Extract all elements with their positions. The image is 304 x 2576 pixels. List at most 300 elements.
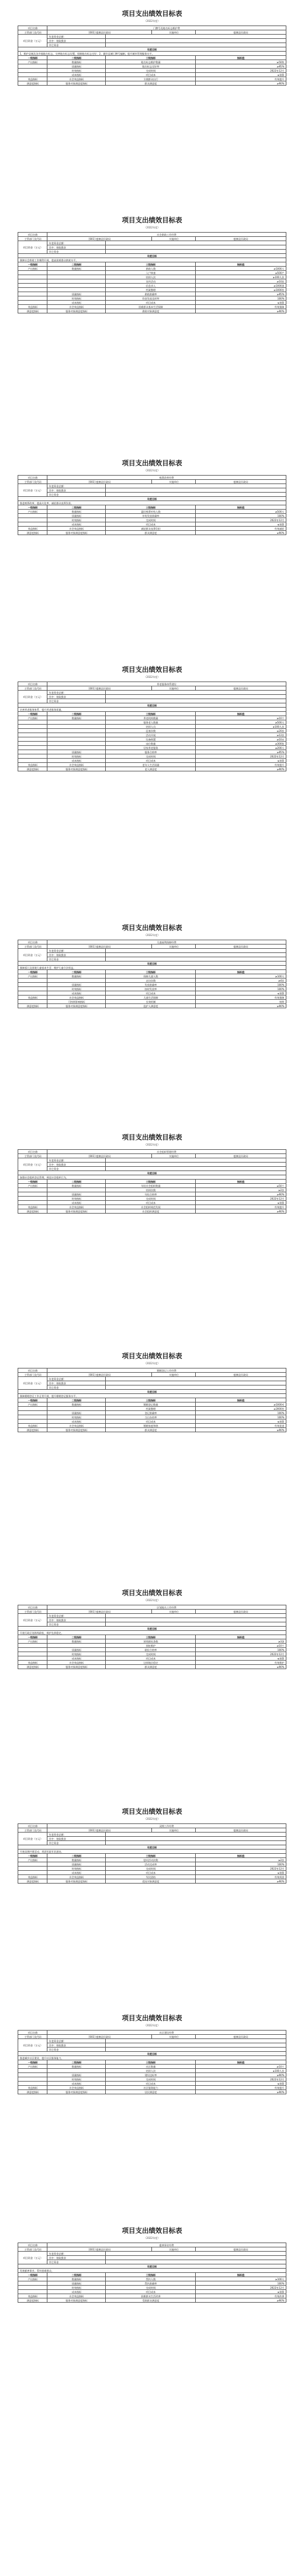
dept-value: [001] 鹿寨县民政局 [47, 1154, 152, 1158]
indicator-l2: 服务对象满意度指标 [47, 309, 106, 313]
dept-label: 主管部门及代码 [18, 1373, 47, 1377]
indicator-value: 有效保障 [196, 305, 286, 309]
indicator-l2: 服务对象满意度指标 [47, 767, 106, 771]
indicator-value: ≥100人 [196, 2277, 286, 2281]
indicator-row [18, 1424, 286, 1428]
impl-unit-label: 实施单位 [152, 1610, 196, 1614]
impl-unit-label: 实施单位 [152, 1154, 196, 1158]
indicator-value: ≥500户 [196, 271, 286, 275]
funds-item-value [106, 2256, 286, 2260]
dept-value: [001] 鹿寨县民政局 [47, 945, 152, 949]
year-goal-label: 年度目标 [18, 2264, 286, 2269]
indicator-l1: 产出指标 [18, 1639, 47, 1644]
indicator-value: 100% [196, 1648, 286, 1652]
indicator-row [18, 1428, 286, 1432]
row-funds [18, 488, 286, 493]
funds-item-label: 其中：财政拨款 [47, 953, 106, 957]
indicator-l1: 效益指标 [18, 996, 47, 1000]
indicator-row [18, 267, 286, 271]
indicator-l1 [18, 1867, 47, 1871]
year-goal-text: 保障婚姻登记工作正常开展，提升婚姻登记服务水平。 [18, 1394, 286, 1398]
indicator-value: ≥10个 [196, 716, 286, 720]
funds-item-value [106, 241, 286, 245]
row-funds [18, 957, 286, 962]
indicator-l1 [18, 754, 47, 759]
indicator-value: ≥1000人 [196, 267, 286, 271]
page-title: 项目支出绩效目标表 [122, 1133, 182, 1141]
indicator-l2: 服务对象满意度指标 [47, 81, 106, 86]
indicator-l2: 质量指标 [47, 1648, 106, 1652]
indicator-l1: 满意度指标 [18, 1665, 47, 1669]
col-l3: 三级指标 [106, 1854, 196, 1858]
page-year: （2022年度） [143, 2236, 161, 2239]
funds-item-value [106, 695, 286, 699]
indicator-l2: 社会效益指标 [47, 1205, 106, 1209]
indicator-l1: 满意度指标 [18, 2298, 47, 2303]
impl-unit-value: 鹿寨县民政局 [196, 480, 286, 484]
row-indicator-header [18, 262, 286, 267]
performance-table-page [0, 449, 304, 535]
indicator-l2: 时效指标 [47, 2077, 106, 2082]
col-l2: 二级指标 [47, 970, 106, 974]
indicator-value: ≤预算 [196, 1420, 286, 1424]
indicator-row [18, 292, 286, 296]
indicator-l1 [18, 2082, 47, 2086]
col-l2: 二级指标 [47, 1635, 106, 1639]
indicator-l2 [47, 729, 106, 733]
funds-item-label: 其中：财政拨款 [47, 695, 106, 699]
funds-item-label: 其它资金 [47, 1841, 106, 1845]
project-name-label: 项目名称 [18, 233, 47, 237]
col-l2: 二级指标 [47, 712, 106, 716]
indicator-l3: 档案整理 [106, 1407, 196, 1411]
indicator-l1: 效益指标 [18, 1661, 47, 1665]
indicator-l2: 可持续影响指标 [47, 1000, 106, 1004]
indicator-l3: 老年人生活质量 [106, 763, 196, 767]
row-funds [18, 245, 286, 250]
col-value: 指标值 [196, 970, 286, 974]
year-goal-label: 年度目标 [18, 47, 286, 52]
indicator-value: ≥2次 [196, 1858, 286, 1862]
row-funds [18, 1837, 286, 1841]
indicator-value: ≤预算 [196, 522, 286, 527]
funds-item-label: 其它资金 [47, 1622, 106, 1627]
indicator-value: ≥100人次 [196, 725, 286, 729]
year-goal-label: 年度目标 [18, 703, 286, 708]
indicator-l2: 数量指标 [47, 716, 106, 720]
indicator-l3: 完成时间 [106, 1867, 196, 1871]
funds-label: 项目资金（万元） [18, 1614, 47, 1627]
indicator-l3: 完成时间 [106, 2077, 196, 2082]
project-name-label: 项目名称 [18, 1605, 47, 1610]
row-goal [18, 501, 286, 505]
impl-unit-value: 鹿寨县民政局 [196, 30, 286, 35]
indicator-l3: 项目成本 [106, 1871, 196, 1875]
indicator-value: 100% [196, 514, 286, 518]
page-year: （2022年度） [143, 1599, 161, 1602]
row-goal [18, 1850, 286, 1854]
indicator-row [18, 1665, 286, 1669]
indicator-l2: 成本指标 [47, 2290, 106, 2294]
indicator-l1 [18, 1871, 47, 1875]
dept-value: [001] 鹿寨县民政局 [47, 480, 152, 484]
indicator-row [18, 1192, 286, 1197]
indicator-l3: 受助群众满意度 [106, 2298, 196, 2303]
indicator-l1: 产出指标 [18, 974, 47, 979]
indicator-l1: 满意度指标 [18, 1428, 47, 1432]
page-title: 项目支出绩效目标表 [122, 666, 182, 674]
funds-label: 项目资金（万元） [18, 1158, 47, 1171]
indicator-l1 [18, 725, 47, 729]
indicator-l1: 效益指标 [18, 77, 47, 81]
indicator-row [18, 2090, 286, 2094]
page-title: 项目支出绩效目标表 [122, 10, 182, 18]
indicator-l2 [47, 979, 106, 983]
indicator-row [18, 983, 286, 987]
indicator-row [18, 729, 286, 733]
page-year: （2022年度） [143, 19, 161, 22]
project-name-value: 殡葬改革经费 [47, 476, 286, 480]
indicator-l2: 质量指标 [47, 750, 106, 754]
indicator-l3: 惠民殡葬补贴人数 [106, 510, 196, 514]
indicator-value: ≥90% [196, 2298, 286, 2303]
performance-table-page [0, 656, 304, 771]
funds-item-label: 其它资金 [47, 1167, 106, 1171]
row-indicator-header [18, 505, 286, 510]
funds-item-label: 年度资金总额： [47, 241, 106, 245]
indicator-row [18, 746, 286, 750]
indicator-l1 [18, 737, 47, 742]
year-goal-text: 推进殡葬改革，提高火化率，减轻群众丧葬负担。 [18, 501, 286, 505]
col-l3: 三级指标 [106, 970, 196, 974]
performance-table [18, 2243, 286, 2303]
indicator-l2: 社会效益指标 [47, 77, 106, 81]
indicator-l2: 服务对象满意度指标 [47, 1004, 106, 1008]
indicator-l3: 资金发放及时率 [106, 296, 196, 301]
performance-table-page [0, 1342, 304, 1432]
indicator-row [18, 2281, 286, 2286]
indicator-row [18, 1201, 286, 1205]
indicator-row [18, 720, 286, 725]
indicator-l2 [47, 720, 106, 725]
page-title: 项目支出绩效目标表 [122, 216, 182, 224]
indicator-row [18, 514, 286, 518]
performance-table-page [0, 2217, 304, 2303]
indicator-row [18, 1205, 286, 1209]
indicator-l3: 军民团结 [106, 1875, 196, 1879]
indicator-value: ≥10台 [196, 737, 286, 742]
row-funds [18, 699, 286, 703]
indicator-l2: 服务对象满意度指标 [47, 1428, 106, 1432]
indicator-l2: 成本指标 [47, 2082, 106, 2086]
indicator-value: 100% [196, 983, 286, 987]
indicator-l3: 完成时间 [106, 518, 196, 522]
col-l3: 三级指标 [106, 2273, 196, 2277]
col-value: 指标值 [196, 2273, 286, 2277]
year-goal-text: 开展行政区划界线联检，维护边界稳定。 [18, 1631, 286, 1635]
col-l1: 一级指标 [18, 1180, 47, 1184]
row-goal-header [18, 47, 286, 52]
indicator-l3: 长效机制 [106, 1000, 196, 1004]
indicator-value: ≥500人 [196, 720, 286, 725]
page-title: 项目支出绩效目标表 [122, 2227, 182, 2235]
indicator-l1 [18, 983, 47, 987]
indicator-row [18, 1656, 286, 1661]
funds-item-value [106, 35, 286, 39]
performance-table [18, 1823, 286, 1884]
indicator-l3: 项目成本 [106, 522, 196, 527]
indicator-value: ≥100人 [196, 974, 286, 979]
indicator-l3: 项目成本 [106, 2082, 196, 2086]
indicator-l2: 成本指标 [47, 991, 106, 996]
project-name-value: 社会组织管理经费 [47, 1150, 286, 1154]
indicator-l3: 救助准确率 [106, 292, 196, 296]
year-goal-label: 年度目标 [18, 497, 286, 501]
impl-unit-label: 实施单位 [152, 686, 196, 691]
page-year: （2022年度） [143, 1362, 161, 1365]
row-dept [18, 2247, 286, 2252]
funds-label: 项目资金（万元） [18, 949, 47, 962]
page-title: 项目支出绩效目标表 [122, 459, 182, 467]
indicator-l1 [18, 2073, 47, 2077]
dept-label: 主管部门及代码 [18, 2247, 47, 2252]
row-funds [18, 2043, 286, 2048]
funds-item-value [106, 250, 286, 254]
indicator-l2 [47, 288, 106, 292]
indicator-l2 [47, 746, 106, 750]
funds-item-value [106, 1167, 286, 1171]
indicator-l2: 时效指标 [47, 1197, 106, 1201]
indicator-l2: 时效指标 [47, 1867, 106, 1871]
performance-table [18, 1149, 286, 1214]
indicator-l3: 群众满意度 [106, 1665, 196, 1669]
indicator-l3: 地名标志完好率 [106, 64, 196, 69]
indicator-l3: 居家养老服务 [106, 746, 196, 750]
indicator-value: ≥90% [196, 309, 286, 313]
funds-label: 项目资金（万元） [18, 2252, 47, 2264]
col-l2: 二级指标 [47, 2060, 106, 2065]
funds-item-label: 年度资金总额： [47, 1377, 106, 1381]
indicator-l1: 产出指标 [18, 2277, 47, 2281]
indicator-value: ≤预算 [196, 301, 286, 305]
indicator-l2: 质量指标 [47, 292, 106, 296]
indicator-row [18, 716, 286, 720]
indicator-value: 2022年12月 [196, 754, 286, 759]
page-year: （2022年度） [143, 469, 161, 472]
col-l2: 二级指标 [47, 1180, 106, 1184]
indicator-row [18, 309, 286, 313]
project-name-value: 社会救助工作经费 [47, 233, 286, 237]
col-l1: 一级指标 [18, 712, 47, 716]
funds-item-value [106, 1833, 286, 1837]
indicator-row [18, 1420, 286, 1424]
indicator-l3: 群众满意度 [106, 531, 196, 535]
indicator-l2: 时效指标 [47, 1415, 106, 1420]
indicator-l1 [18, 301, 47, 305]
indicator-row [18, 733, 286, 737]
row-goal-header [18, 254, 286, 258]
performance-table-page [0, 914, 304, 1008]
indicator-row [18, 996, 286, 1000]
funds-item-label: 年度资金总额： [47, 2039, 106, 2043]
indicator-row [18, 979, 286, 983]
funds-item-label: 其它资金 [47, 2048, 106, 2052]
indicator-l2: 质量指标 [47, 1192, 106, 1197]
col-l1: 一级指标 [18, 1398, 47, 1402]
indicator-value: 2022年12月 [196, 69, 286, 73]
project-name-value: 慈善事业经费 [47, 2243, 286, 2247]
col-l3: 三级指标 [106, 712, 196, 716]
indicator-row [18, 296, 286, 301]
indicator-l3: 居民满意度 [106, 2090, 196, 2094]
performance-table-page [0, 0, 304, 86]
indicator-l2: 成本指标 [47, 759, 106, 763]
funds-item-label: 其它资金 [47, 250, 106, 254]
indicator-l2: 数量指标 [47, 60, 106, 64]
indicator-row [18, 1004, 286, 1008]
funds-item-label: 年度资金总额： [47, 691, 106, 695]
row-dept [18, 30, 286, 35]
indicator-l2: 服务对象满意度指标 [47, 1879, 106, 1884]
col-l2: 二级指标 [47, 56, 106, 60]
funds-item-value [106, 2252, 286, 2256]
indicator-l3: 慰问活动次数 [106, 1858, 196, 1862]
performance-table [18, 475, 286, 535]
indicator-row [18, 522, 286, 527]
indicator-l3: 完成时间 [106, 754, 196, 759]
indicator-l3: 入户核查 [106, 271, 196, 275]
row-funds [18, 691, 286, 695]
indicator-value: ≤预算 [196, 1871, 286, 1875]
row-goal-header [18, 497, 286, 501]
row-funds [18, 1385, 286, 1390]
row-indicator-header [18, 1854, 286, 1858]
indicator-l1 [18, 720, 47, 725]
indicator-l2: 服务对象满意度指标 [47, 1665, 106, 1669]
indicator-value: ≥90% [196, 1192, 286, 1197]
indicator-l3: 边界地区稳定 [106, 1661, 196, 1665]
col-l2: 二级指标 [47, 2273, 106, 2277]
row-project-name [18, 2243, 286, 2247]
indicator-l2: 数量指标 [47, 1858, 106, 1862]
funds-label: 项目资金（万元） [18, 241, 47, 254]
impl-unit-label: 实施单位 [152, 30, 196, 35]
indicator-l3: 项目成本 [106, 1420, 196, 1424]
indicator-l3: 项目成本 [106, 301, 196, 305]
funds-item-label: 年度资金总额： [47, 35, 106, 39]
indicator-value: 100% [196, 987, 286, 991]
indicator-l2: 社会效益指标 [47, 2086, 106, 2090]
indicator-l1 [18, 69, 47, 73]
project-name-value: 社区建设经费 [47, 2031, 286, 2035]
performance-table-page [0, 207, 304, 313]
indicator-l2: 社会效益指标 [47, 1661, 106, 1665]
row-project-name [18, 26, 286, 30]
indicator-l1 [18, 1000, 47, 1004]
funds-item-value [106, 1837, 286, 1841]
funds-item-value [106, 2048, 286, 2052]
indicator-row [18, 531, 286, 535]
indicator-l3: 保障儿童人数 [106, 974, 196, 979]
indicator-l1 [18, 1644, 47, 1648]
row-dept [18, 237, 286, 241]
funds-item-value [106, 488, 286, 493]
indicator-l1: 满意度指标 [18, 531, 47, 535]
funds-item-label: 其它资金 [47, 43, 106, 47]
indicator-l1: 产出指标 [18, 1184, 47, 1188]
col-l1: 一级指标 [18, 505, 47, 510]
indicator-value: 100% [196, 1411, 286, 1415]
indicator-l2: 时效指标 [47, 754, 106, 759]
indicator-l3: 培训人员 [106, 725, 196, 729]
dept-label: 主管部门及代码 [18, 237, 47, 241]
dept-label: 主管部门及代码 [18, 945, 47, 949]
indicator-l3: 登记准确率 [106, 1411, 196, 1415]
indicator-value: ≥300张 [196, 742, 286, 746]
indicator-l3: 项目成本 [106, 991, 196, 996]
funds-item-value [106, 43, 286, 47]
indicator-l1 [18, 1201, 47, 1205]
indicator-l1 [18, 279, 47, 284]
col-value: 指标值 [196, 712, 286, 716]
dept-label: 主管部门及代码 [18, 480, 47, 484]
project-name-label: 项目名称 [18, 682, 47, 686]
year-goal-label: 年度目标 [18, 1171, 286, 1175]
performance-table-page [0, 1124, 304, 1214]
col-l1: 一级指标 [18, 1854, 47, 1858]
indicator-row [18, 1000, 286, 1004]
indicator-value: 有效提升 [196, 763, 286, 767]
indicator-row [18, 1652, 286, 1656]
indicator-l3: 活动完成率 [106, 1862, 196, 1867]
row-dept [18, 1373, 286, 1377]
indicator-l1: 产出指标 [18, 60, 47, 64]
impl-unit-value: 鹿寨县民政局 [196, 1610, 286, 1614]
indicator-l3: 活动开展 [106, 733, 196, 737]
indicator-l3: 界线联检条数 [106, 1639, 196, 1644]
dept-value: [001] 鹿寨县民政局 [47, 686, 152, 691]
row-indicator-header [18, 56, 286, 60]
indicator-l2: 成本指标 [47, 522, 106, 527]
indicator-l2: 社会效益指标 [47, 763, 106, 767]
indicator-l1 [18, 271, 47, 275]
indicator-value: ≥90% [196, 1879, 286, 1884]
indicator-l1 [18, 1188, 47, 1192]
funds-item-label: 年度资金总额： [47, 1614, 106, 1618]
funds-label: 项目资金（万元） [18, 484, 47, 497]
year-goal-text: 1、维护县城及各乡镇地名标志，完善地名标志设置，保障地名标志完好；2、做好县城门牌号编制，提升城市管理服务水平。 [18, 52, 286, 56]
year-goal-label: 年度目标 [18, 1845, 286, 1850]
indicator-row [18, 1858, 286, 1862]
funds-label: 项目资金（万元） [18, 35, 47, 47]
indicator-value: ≥4次 [196, 979, 286, 983]
project-name-label: 项目名称 [18, 940, 47, 945]
indicator-l2: 成本指标 [47, 73, 106, 77]
indicator-value: ≥500人 [196, 510, 286, 514]
indicator-l3: 监护人满意度 [106, 1004, 196, 1008]
indicator-l1 [18, 2290, 47, 2294]
indicator-row [18, 1867, 286, 1871]
indicator-l1: 产出指标 [18, 1402, 47, 1407]
indicator-value: ≤预算 [196, 2082, 286, 2086]
indicator-l1 [18, 1862, 47, 1867]
page-title: 项目支出绩效目标表 [122, 1352, 182, 1360]
indicator-l3: 巡查次数 [106, 729, 196, 733]
performance-table [18, 2030, 286, 2094]
indicator-l1 [18, 742, 47, 746]
indicator-l1: 效益指标 [18, 2086, 47, 2090]
indicator-row [18, 1197, 286, 1201]
